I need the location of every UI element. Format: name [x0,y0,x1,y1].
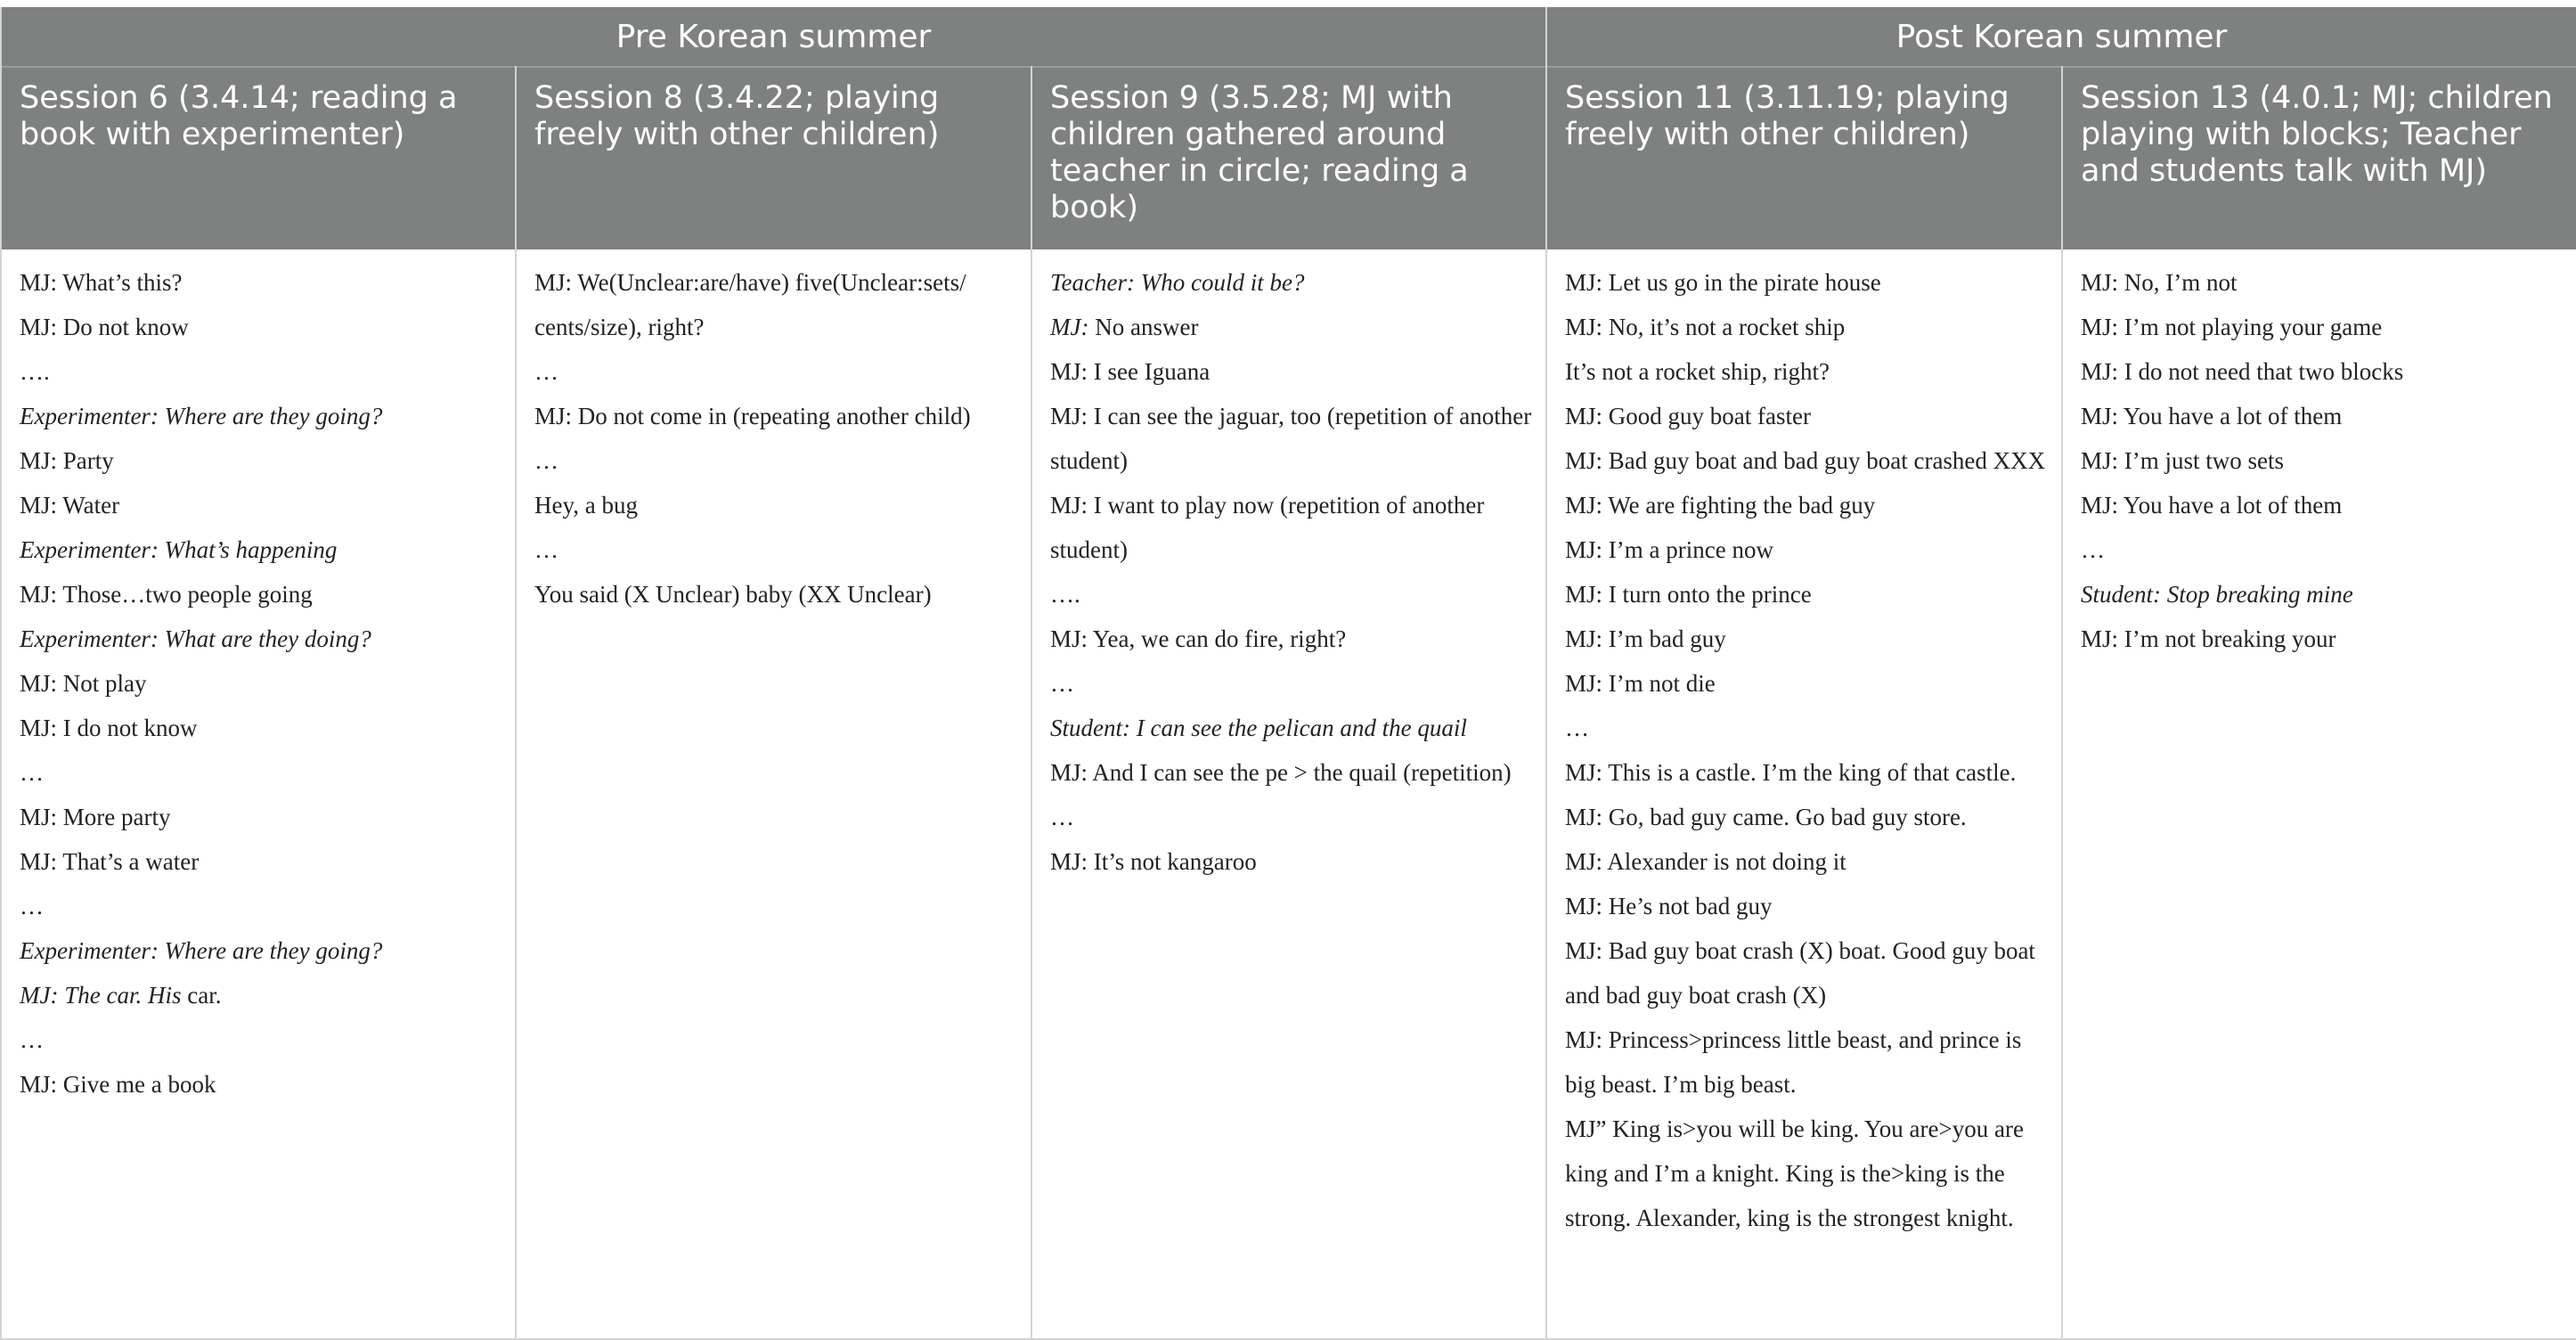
transcript-line: MJ: The car. His car. [20,982,222,1009]
session-9-transcript [1031,249,1546,1339]
transcript-line: MJ: Go, bad guy came. Go bad guy store. [1565,804,1967,830]
transcript-line: … [2081,536,2106,563]
transcript-line: MJ: I can see the jaguar, too (repetition of another student) [1050,403,1532,474]
session-header-row [1,67,2576,249]
transcript-line: Experimenter: What are they doing? [20,625,371,652]
session-header-8: Session 8 (3.4.22; playing freely with other children) [516,67,1031,249]
session-13-transcript [2062,249,2576,1339]
transcript-line: MJ: You have a lot of them [2081,403,2343,429]
transcript-line: … [20,759,44,786]
transcript-line: Student: I can see the pelican and the quail [1050,715,1467,741]
transcript-row [1,249,2576,1339]
transcript-line: MJ: What’s this? [20,269,183,296]
transcript-line: MJ: We(Unclear:are/have) five(Unclear:sets/ cents/size), right? [534,269,966,340]
transcript-line: … [20,893,44,919]
group-header-post: Post Korean summer [1546,7,2576,67]
transcript-line: MJ: Party [20,447,114,474]
transcript-line: MJ: Do not know [20,314,189,340]
transcript-line: MJ: Alexander is not doing it [1565,848,1846,875]
transcript-line: MJ: I’m not die [1565,670,1716,697]
transcript-line: … [20,1026,44,1053]
transcript-line: MJ: This is a castle. I’m the king of that castle. [1565,759,2017,786]
transcript-line: MJ: It’s not kangaroo [1050,848,1257,875]
transcript-line: It’s not a rocket ship, right? [1565,358,1830,385]
transcript-line: MJ: More party [20,804,171,830]
transcript-line: MJ: Good guy boat faster [1565,403,1811,429]
transcript-line: MJ: Princess>princess little beast, and prince is big beast. I’m big beast. [1565,1026,2022,1098]
transcript-line: MJ: Water [20,492,120,519]
transcript-line: Teacher: Who could it be? [1050,269,1305,296]
transcript-line: MJ: I do not know [20,715,198,741]
transcript-line: Experimenter: Where are they going? [20,937,383,964]
transcript-line: … [1050,670,1074,697]
transcript-line: MJ: I’m not breaking your [2081,625,2336,652]
transcript-table [0,7,2576,1340]
transcript-line: MJ: We are fighting the bad guy [1565,492,1876,519]
transcript-line: MJ: I turn onto the prince [1565,581,1812,608]
transcript-line: MJ: That’s a water [20,848,200,875]
transcript-line: Experimenter: Where are they going? [20,403,383,429]
transcript-line: MJ: Not play [20,670,147,697]
transcript-line: MJ: I’m a prince now [1565,536,1773,563]
transcript-line: MJ: I want to play now (repetition of another student) [1050,492,1485,563]
group-header-pre: Pre Korean summer [1,7,1546,67]
transcript-line: MJ: I’m bad guy [1565,625,1726,652]
transcript-line: MJ: Give me a book [20,1071,216,1098]
transcript-line: MJ: Bad guy boat crash (X) boat. Good guy boat and bad guy boat crash (X) [1565,937,2035,1009]
session-header-6: Session 6 (3.4.14; reading a book with experimenter) [1,67,516,249]
transcript-line: MJ: Bad guy boat and bad guy boat crashed XXX [1565,447,2046,474]
session-11-transcript [1546,249,2062,1339]
transcript-line: MJ” King is>you will be king. You are>you are king and I’m a knight. King is the>king is the strong. Alexander, king is the strongest knight. [1565,1115,2024,1231]
transcript-line: … [534,358,558,385]
transcript-line: …. [1050,581,1080,608]
transcript-line: … [534,447,558,474]
session-8-transcript [516,249,1031,1339]
transcript-line: MJ: Do not come in (repeating another child) [534,403,971,429]
transcript-line: MJ: Let us go in the pirate house [1565,269,1881,296]
transcript-line: MJ: I see Iguana [1050,358,1211,385]
group-header-row [1,7,2576,67]
transcript-line: MJ: Those…two people going [20,581,313,608]
transcript-line: Hey, a bug [534,492,638,519]
transcript-line: MJ: Yea, we can do fire, right? [1050,625,1347,652]
transcript-line: Experimenter: What’s happening [20,536,338,563]
transcript-line: MJ: No, I’m not [2081,269,2238,296]
transcript-line: You said (X Unclear) baby (XX Unclear) [534,581,932,608]
transcript-line: … [1050,804,1074,830]
transcript-line: MJ: No, it’s not a rocket ship [1565,314,1846,340]
transcript-line: MJ: No answer [1050,314,1199,340]
transcript-line: MJ: I’m not playing your game [2081,314,2383,340]
session-header-11: Session 11 (3.11.19; playing freely with other children) [1546,67,2062,249]
transcript-line: MJ: You have a lot of them [2081,492,2343,519]
session-header-13: Session 13 (4.0.1; MJ; children playing with blocks; Teacher and students talk with MJ) [2062,67,2576,249]
transcript-line: MJ: And I can see the pe > the quail (repetition) [1050,759,1512,786]
transcript-line: MJ: He’s not bad guy [1565,893,1773,919]
transcript-line: … [1565,715,1590,741]
transcript-line: Student: Stop breaking mine [2081,581,2353,608]
transcript-line: MJ: I’m just two sets [2081,447,2285,474]
transcript-line: MJ: I do not need that two blocks [2081,358,2404,385]
session-header-9: Session 9 (3.5.28; MJ with children gathered around teacher in circle; reading a book) [1031,67,1546,249]
session-6-transcript [1,249,516,1339]
transcript-line: …. [20,358,50,385]
transcript-line: … [534,536,558,563]
